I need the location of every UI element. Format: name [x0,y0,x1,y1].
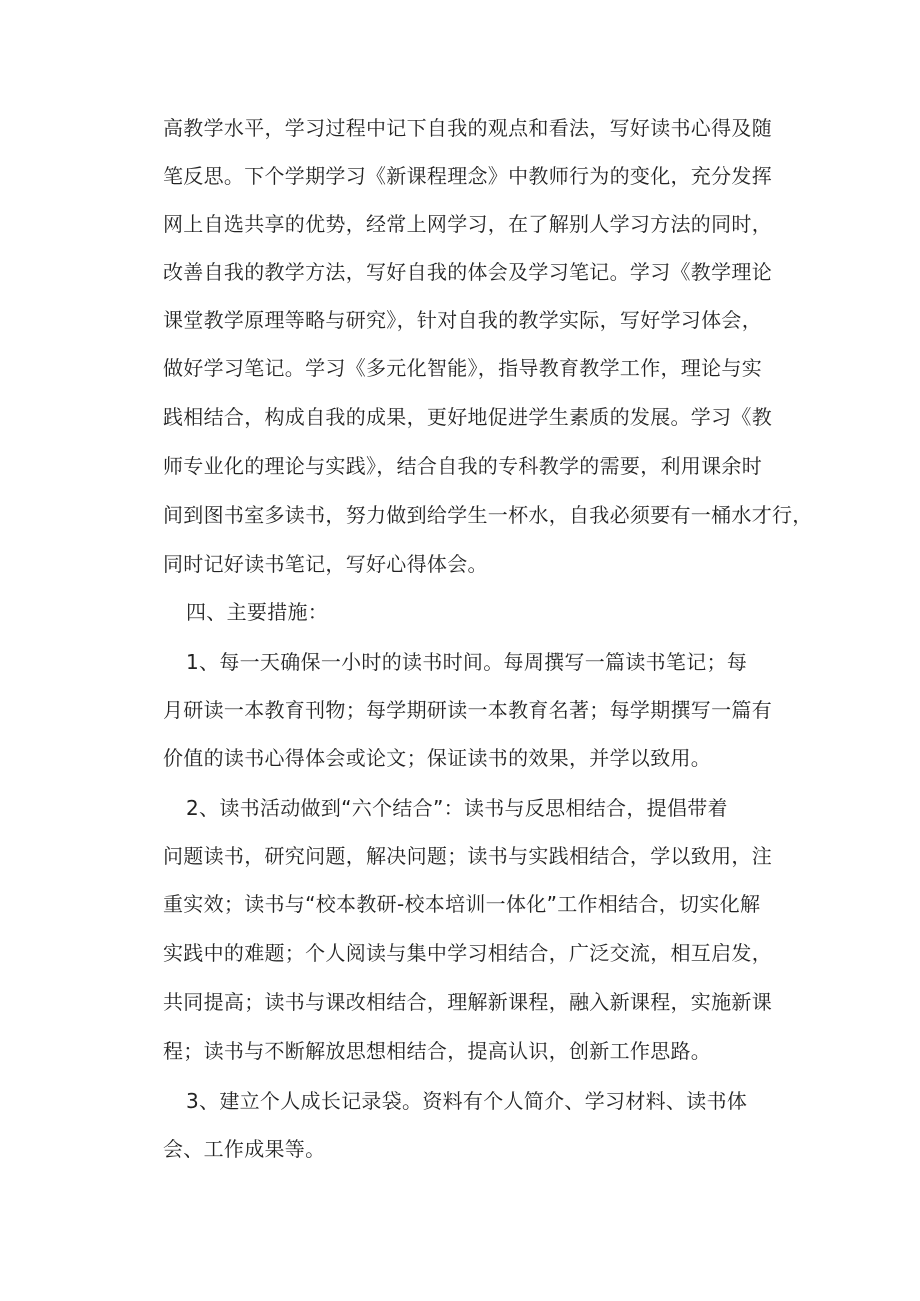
paragraph-line: 高教学水平，学习过程中记下自我的观点和看法，写好读书心得及随 [163,116,772,140]
paragraph-line: 价值的读书心得体会或论文；保证读书的效果，并学以致用。 [163,746,712,770]
paragraph-line: 实践中的难题；个人阅读与集中学习相结合，广泛交流，相互启发， [163,941,772,965]
paragraph-line: 2、读书活动做到“六个结合”：读书与反思相结合，提倡带着 [186,796,728,820]
paragraph-line: 问题读书，研究问题，解决问题；读书与实践相结合，学以致用，注 [163,844,772,868]
paragraph-line: 3、建立个人成长记录袋。资料有个人简介、学习材料、读书体 [186,1089,748,1113]
paragraph-line: 共同提高；读书与课改相结合，理解新课程，融入新课程，实施新课 [163,990,772,1014]
paragraph-line: 重实效；读书与“校本教研-校本培训一体化”工作相结合，切实化解 [163,892,761,916]
paragraph-line: 课堂教学原理等略与研究》，针对自我的教学实际，写好学习体会， [163,308,762,332]
paragraph-line: 程；读书与不断解放思想相结合，提高认识，创新工作思路。 [163,1039,712,1063]
paragraph-line: 会、工作成果等。 [163,1137,326,1161]
paragraph-line: 改善自我的教学方法，写好自我的体会及学习笔记。学习《教学理论 [163,260,772,284]
paragraph-line: 笔反思。下个学期学习《新课程理念》中教师行为的变化，充分发挥 [163,164,772,188]
paragraph-line: 月研读一本教育刊物；每学期研读一本教育名著；每学期撰写一篇有 [163,698,772,722]
paragraph-line: 践相结合，构成自我的成果，更好地促进学生素质的发展。学习《教 [163,405,772,429]
paragraph-line: 1、每一天确保一小时的读书时间。每周撰写一篇读书笔记；每 [186,650,748,674]
paragraph-line: 同时记好读书笔记，写好心得体会。 [163,552,488,576]
paragraph-line: 网上自选共享的优势，经常上网学习，在了解别人学习方法的同时， [163,212,772,236]
paragraph-line: 做好学习笔记。学习《多元化智能》，指导教育教学工作，理论与实 [163,356,762,380]
paragraph-line: 师专业化的理论与实践》，结合自我的专科教学的需要，利用课余时 [163,454,762,478]
section-heading: 四、主要措施： [186,600,329,624]
paragraph-line: 间到图书室多读书，努力做到给学生一杯水，自我必须要有一桶水才行， [163,503,813,527]
